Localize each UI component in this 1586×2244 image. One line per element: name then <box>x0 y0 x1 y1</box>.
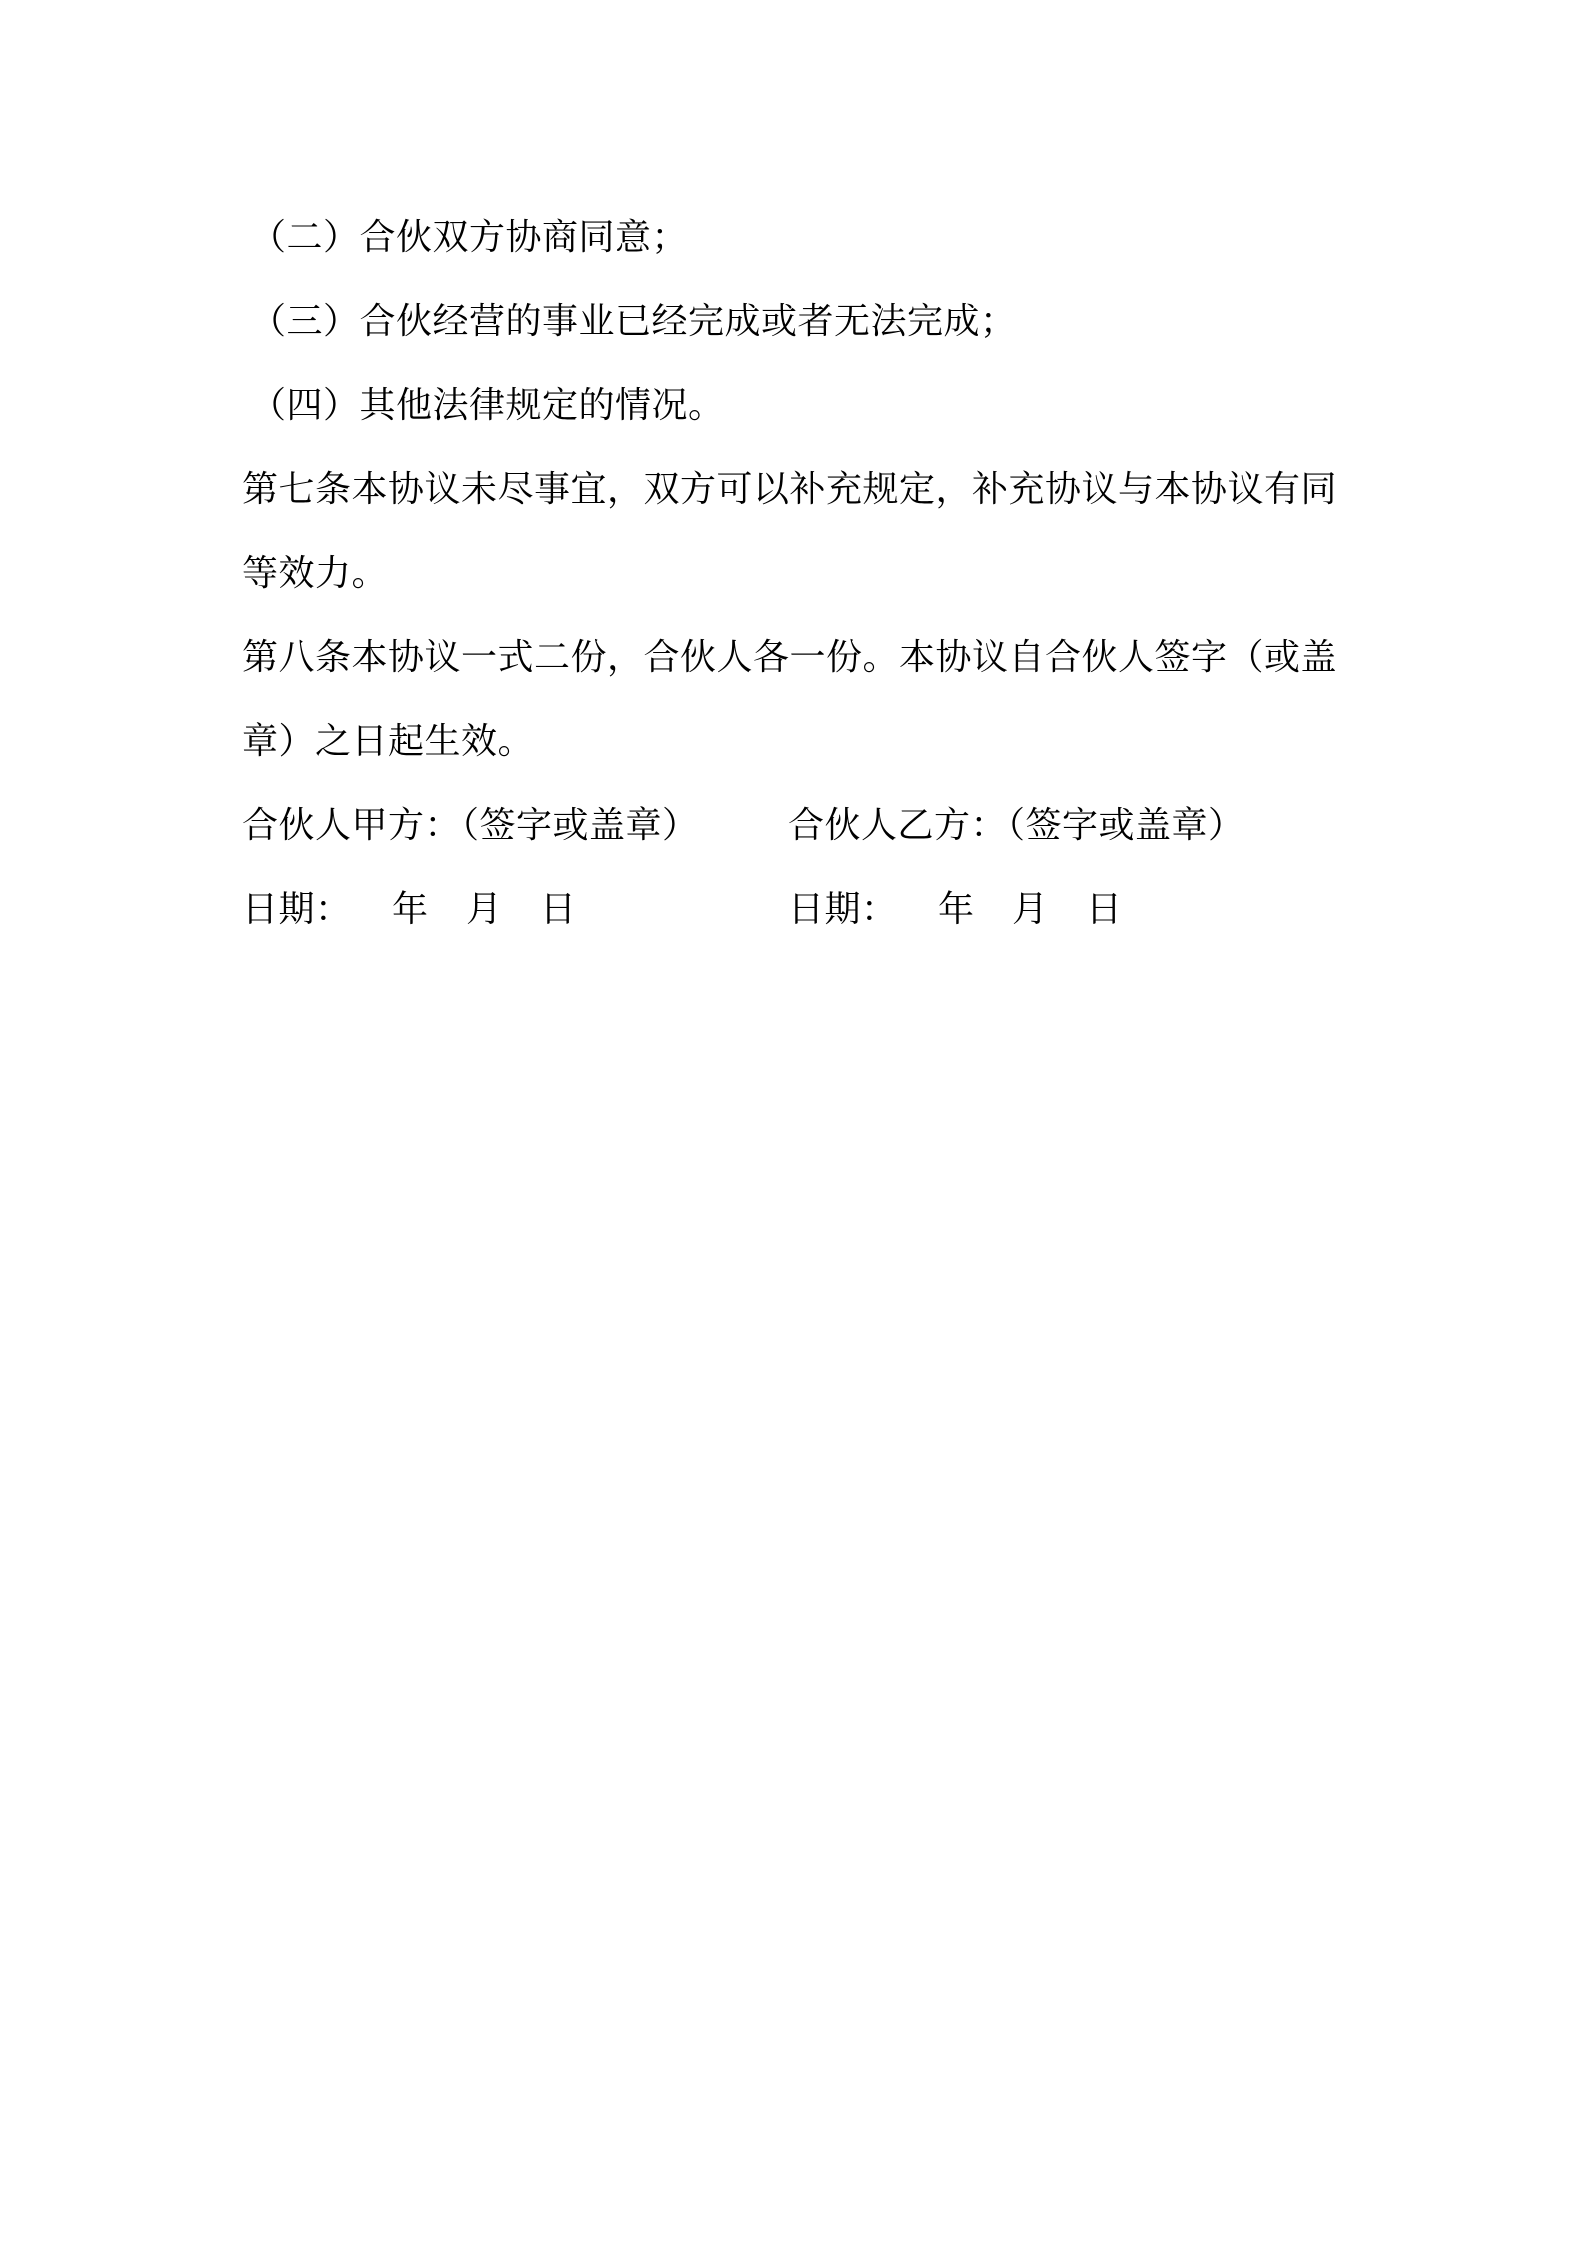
day-label: 日 <box>540 889 577 930</box>
date-label: 日期： <box>788 889 898 930</box>
month-label: 月 <box>1012 889 1049 930</box>
clause-item-3: （三）合伙经营的事业已经完成或者无法完成； <box>250 301 1017 342</box>
article-8-line-1: 第八条本协议一式二份，合伙人各一份。本协议自合伙人签字（或盖 <box>242 637 1338 678</box>
party-a-signature: 合伙人甲方：（签字或盖章） <box>242 805 699 846</box>
party-b-date <box>788 868 1160 952</box>
clause-item-2: （二）合伙双方协商同意； <box>250 217 689 258</box>
month-label: 月 <box>466 889 503 930</box>
year-label: 年 <box>392 889 429 930</box>
date-row <box>242 868 1362 952</box>
day-label: 日 <box>1086 889 1123 930</box>
article-7-line-1: 第七条本协议未尽事宜，双方可以补充规定，补充协议与本协议有同 <box>242 469 1338 510</box>
article-7-line-2: 等效力。 <box>242 553 389 594</box>
year-label: 年 <box>938 889 975 930</box>
clause-item-4: （四）其他法律规定的情况。 <box>250 385 725 426</box>
signature-row <box>242 784 1362 868</box>
party-a-date <box>242 868 614 952</box>
article-8-line-2: 章）之日起生效。 <box>242 721 535 762</box>
document-body <box>242 196 1362 952</box>
date-label: 日期： <box>242 889 352 930</box>
party-b-signature: 合伙人乙方：（签字或盖章） <box>788 805 1245 846</box>
